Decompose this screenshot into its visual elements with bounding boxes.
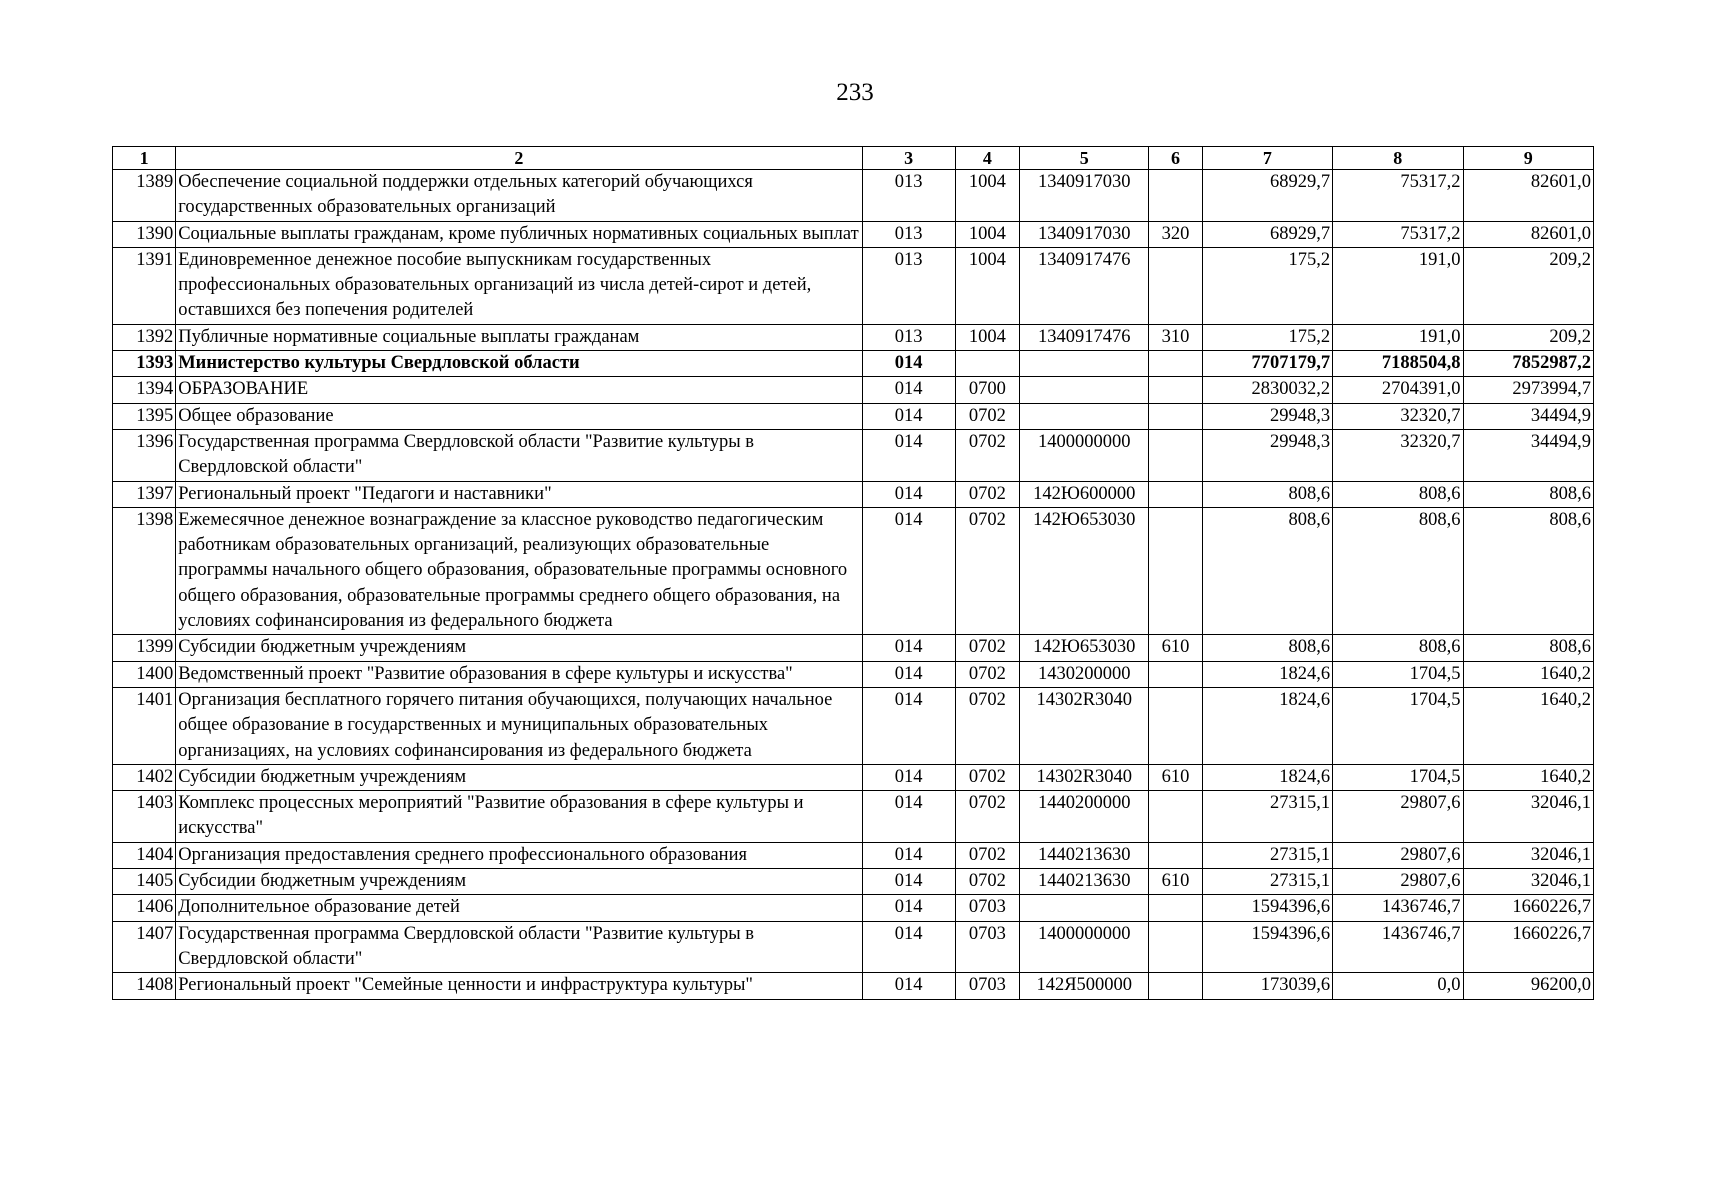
row-amount-col9: 34494,9 [1463, 429, 1594, 481]
table-row [113, 351, 1594, 377]
row-expense-type: 610 [1149, 764, 1202, 790]
row-expense-type: 320 [1149, 221, 1202, 247]
column-header: 8 [1333, 147, 1463, 170]
row-section-code: 0702 [955, 869, 1019, 895]
row-amount-col8: 32320,7 [1333, 403, 1463, 429]
row-target-code: 1400000000 [1020, 921, 1149, 973]
row-number: 1405 [113, 869, 176, 895]
row-target-code: 1340917030 [1020, 170, 1149, 222]
row-ministry-code: 013 [862, 221, 955, 247]
row-amount-col9: 32046,1 [1463, 842, 1594, 868]
row-ministry-code: 014 [862, 351, 955, 377]
row-target-code: 142Я500000 [1020, 973, 1149, 999]
column-header: 6 [1149, 147, 1202, 170]
row-ministry-code: 014 [862, 869, 955, 895]
row-amount-col9: 2973994,7 [1463, 377, 1594, 403]
row-section-code: 0702 [955, 687, 1019, 764]
row-number: 1403 [113, 791, 176, 843]
table-row [113, 221, 1594, 247]
row-section-code: 0703 [955, 895, 1019, 921]
row-amount-col9: 82601,0 [1463, 170, 1594, 222]
row-number: 1392 [113, 324, 176, 350]
row-ministry-code: 014 [862, 635, 955, 661]
row-section-code: 0702 [955, 791, 1019, 843]
row-target-code: 1440200000 [1020, 791, 1149, 843]
table-row [113, 687, 1594, 764]
row-amount-col7: 175,2 [1202, 324, 1332, 350]
table-row [113, 324, 1594, 350]
column-header: 5 [1020, 147, 1149, 170]
row-target-code: 1340917476 [1020, 324, 1149, 350]
row-amount-col9: 1660226,7 [1463, 895, 1594, 921]
table-header-row [113, 147, 1594, 170]
table-row [113, 842, 1594, 868]
row-amount-col7: 68929,7 [1202, 170, 1332, 222]
row-description: Социальные выплаты гражданам, кроме публичных нормативных социальных выплат [176, 221, 862, 247]
row-number: 1402 [113, 764, 176, 790]
row-expense-type [1149, 403, 1202, 429]
row-amount-col7: 808,6 [1202, 481, 1332, 507]
table-row [113, 403, 1594, 429]
row-amount-col7: 29948,3 [1202, 403, 1332, 429]
row-section-code: 1004 [955, 170, 1019, 222]
row-amount-col7: 27315,1 [1202, 842, 1332, 868]
row-amount-col8: 75317,2 [1333, 170, 1463, 222]
row-description: Организация бесплатного горячего питания обучающихся, получающих начальное общее образование в государственных и муниципальных образовательных организациях, на условиях софинансирования из федерального бюджета [176, 687, 862, 764]
row-target-code: 1430200000 [1020, 661, 1149, 687]
row-section-code: 0700 [955, 377, 1019, 403]
table-row [113, 481, 1594, 507]
table-row [113, 791, 1594, 843]
row-description: Государственная программа Свердловской области "Развитие культуры в Свердловской области" [176, 921, 862, 973]
row-amount-col7: 27315,1 [1202, 791, 1332, 843]
row-amount-col9: 209,2 [1463, 247, 1594, 324]
row-amount-col7: 175,2 [1202, 247, 1332, 324]
row-amount-col7: 68929,7 [1202, 221, 1332, 247]
row-description: Единовременное денежное пособие выпускникам государственных профессиональных образовательных организаций из числа детей-сирот и детей, оставшихся без попечения родителей [176, 247, 862, 324]
column-header: 3 [862, 147, 955, 170]
row-number: 1396 [113, 429, 176, 481]
row-amount-col9: 32046,1 [1463, 869, 1594, 895]
row-section-code: 1004 [955, 221, 1019, 247]
row-section-code: 1004 [955, 324, 1019, 350]
row-number: 1398 [113, 507, 176, 634]
row-amount-col7: 7707179,7 [1202, 351, 1332, 377]
row-amount-col8: 2704391,0 [1333, 377, 1463, 403]
row-amount-col8: 0,0 [1333, 973, 1463, 999]
row-description: Региональный проект "Семейные ценности и инфраструктура культуры" [176, 973, 862, 999]
row-amount-col7: 1824,6 [1202, 764, 1332, 790]
table-row [113, 869, 1594, 895]
row-expense-type [1149, 687, 1202, 764]
row-amount-col9: 808,6 [1463, 635, 1594, 661]
row-amount-col8: 1704,5 [1333, 687, 1463, 764]
row-number: 1401 [113, 687, 176, 764]
row-amount-col9: 32046,1 [1463, 791, 1594, 843]
row-section-code: 0702 [955, 842, 1019, 868]
row-ministry-code: 014 [862, 507, 955, 634]
row-target-code [1020, 403, 1149, 429]
row-number: 1400 [113, 661, 176, 687]
row-target-code [1020, 351, 1149, 377]
row-description: Дополнительное образование детей [176, 895, 862, 921]
row-number: 1399 [113, 635, 176, 661]
row-amount-col8: 29807,6 [1333, 842, 1463, 868]
row-expense-type [1149, 973, 1202, 999]
row-amount-col8: 29807,6 [1333, 869, 1463, 895]
row-ministry-code: 014 [862, 429, 955, 481]
row-amount-col8: 1436746,7 [1333, 895, 1463, 921]
row-amount-col9: 82601,0 [1463, 221, 1594, 247]
row-ministry-code: 014 [862, 764, 955, 790]
row-amount-col9: 1640,2 [1463, 661, 1594, 687]
row-amount-col7: 1824,6 [1202, 661, 1332, 687]
table-row [113, 973, 1594, 999]
row-section-code: 0702 [955, 764, 1019, 790]
row-expense-type [1149, 481, 1202, 507]
row-amount-col8: 191,0 [1333, 324, 1463, 350]
row-amount-col8: 7188504,8 [1333, 351, 1463, 377]
row-description: Региональный проект "Педагоги и наставники" [176, 481, 862, 507]
row-description: Субсидии бюджетным учреждениям [176, 635, 862, 661]
row-amount-col9: 209,2 [1463, 324, 1594, 350]
row-number: 1407 [113, 921, 176, 973]
row-expense-type [1149, 377, 1202, 403]
row-section-code: 0702 [955, 429, 1019, 481]
row-amount-col8: 191,0 [1333, 247, 1463, 324]
row-description: Ежемесячное денежное вознаграждение за классное руководство педагогическим работникам образовательных организаций, реализующих образовательные программы начального общего образования, образовательные программы основного общего образования, образовательные программы среднего общего образования, на условиях софинансирования из федерального бюджета [176, 507, 862, 634]
table-body [113, 170, 1594, 1000]
row-ministry-code: 014 [862, 377, 955, 403]
row-number: 1395 [113, 403, 176, 429]
row-description: Государственная программа Свердловской области "Развитие культуры в Свердловской области" [176, 429, 862, 481]
page-number: 233 [836, 79, 874, 106]
row-section-code: 0702 [955, 635, 1019, 661]
row-description: Министерство культуры Свердловской области [176, 351, 862, 377]
row-expense-type [1149, 429, 1202, 481]
table-row [113, 635, 1594, 661]
row-ministry-code: 013 [862, 170, 955, 222]
row-number: 1391 [113, 247, 176, 324]
row-expense-type [1149, 921, 1202, 973]
row-amount-col7: 1594396,6 [1202, 895, 1332, 921]
table-row [113, 170, 1594, 222]
row-ministry-code: 014 [862, 921, 955, 973]
row-amount-col8: 1704,5 [1333, 661, 1463, 687]
row-amount-col7: 27315,1 [1202, 869, 1332, 895]
row-amount-col8: 75317,2 [1333, 221, 1463, 247]
row-target-code: 1340917030 [1020, 221, 1149, 247]
row-ministry-code: 014 [862, 481, 955, 507]
row-description: Обеспечение социальной поддержки отдельных категорий обучающихся государственных образовательных организаций [176, 170, 862, 222]
row-target-code: 142Ю600000 [1020, 481, 1149, 507]
row-amount-col8: 32320,7 [1333, 429, 1463, 481]
table-row [113, 507, 1594, 634]
column-header: 2 [176, 147, 862, 170]
row-description: Публичные нормативные социальные выплаты гражданам [176, 324, 862, 350]
row-target-code [1020, 895, 1149, 921]
row-amount-col9: 1660226,7 [1463, 921, 1594, 973]
row-description: Ведомственный проект "Развитие образования в сфере культуры и искусства" [176, 661, 862, 687]
row-expense-type [1149, 661, 1202, 687]
row-amount-col8: 808,6 [1333, 635, 1463, 661]
row-section-code: 0703 [955, 921, 1019, 973]
row-section-code: 0702 [955, 481, 1019, 507]
row-amount-col7: 1824,6 [1202, 687, 1332, 764]
row-amount-col9: 1640,2 [1463, 764, 1594, 790]
row-number: 1394 [113, 377, 176, 403]
row-amount-col7: 173039,6 [1202, 973, 1332, 999]
row-number: 1406 [113, 895, 176, 921]
row-amount-col9: 96200,0 [1463, 973, 1594, 999]
row-section-code: 0702 [955, 507, 1019, 634]
row-amount-col8: 1436746,7 [1333, 921, 1463, 973]
row-expense-type [1149, 351, 1202, 377]
row-section-code: 1004 [955, 247, 1019, 324]
row-target-code: 1400000000 [1020, 429, 1149, 481]
row-amount-col7: 2830032,2 [1202, 377, 1332, 403]
row-target-code: 1440213630 [1020, 869, 1149, 895]
row-section-code: 0702 [955, 403, 1019, 429]
row-number: 1397 [113, 481, 176, 507]
table-row [113, 661, 1594, 687]
row-number: 1404 [113, 842, 176, 868]
row-ministry-code: 013 [862, 324, 955, 350]
row-description: ОБРАЗОВАНИЕ [176, 377, 862, 403]
row-description: Комплекс процессных мероприятий "Развитие образования в сфере культуры и искусства" [176, 791, 862, 843]
row-amount-col9: 7852987,2 [1463, 351, 1594, 377]
row-expense-type [1149, 791, 1202, 843]
row-amount-col9: 1640,2 [1463, 687, 1594, 764]
row-expense-type [1149, 895, 1202, 921]
row-target-code: 142Ю653030 [1020, 635, 1149, 661]
row-target-code: 142Ю653030 [1020, 507, 1149, 634]
row-amount-col7: 1594396,6 [1202, 921, 1332, 973]
column-header: 9 [1463, 147, 1594, 170]
row-target-code: 1340917476 [1020, 247, 1149, 324]
row-ministry-code: 014 [862, 895, 955, 921]
row-ministry-code: 014 [862, 842, 955, 868]
table-row [113, 377, 1594, 403]
row-expense-type: 610 [1149, 635, 1202, 661]
row-ministry-code: 014 [862, 687, 955, 764]
row-expense-type [1149, 247, 1202, 324]
row-expense-type [1149, 842, 1202, 868]
column-header: 7 [1202, 147, 1332, 170]
row-expense-type: 310 [1149, 324, 1202, 350]
column-header: 1 [113, 147, 176, 170]
table-row [113, 247, 1594, 324]
row-ministry-code: 014 [862, 403, 955, 429]
row-section-code [955, 351, 1019, 377]
row-section-code: 0702 [955, 661, 1019, 687]
table-row [113, 429, 1594, 481]
row-target-code: 1440213630 [1020, 842, 1149, 868]
row-amount-col9: 808,6 [1463, 507, 1594, 634]
row-number: 1390 [113, 221, 176, 247]
table-row [113, 895, 1594, 921]
row-amount-col8: 29807,6 [1333, 791, 1463, 843]
row-target-code [1020, 377, 1149, 403]
row-number: 1389 [113, 170, 176, 222]
row-ministry-code: 013 [862, 247, 955, 324]
row-ministry-code: 014 [862, 973, 955, 999]
row-description: Субсидии бюджетным учреждениям [176, 869, 862, 895]
table-row [113, 921, 1594, 973]
row-amount-col7: 808,6 [1202, 635, 1332, 661]
row-expense-type [1149, 507, 1202, 634]
row-number: 1393 [113, 351, 176, 377]
row-number: 1408 [113, 973, 176, 999]
row-description: Организация предоставления среднего профессионального образования [176, 842, 862, 868]
budget-table [112, 146, 1594, 1000]
row-amount-col7: 808,6 [1202, 507, 1332, 634]
row-description: Общее образование [176, 403, 862, 429]
row-expense-type [1149, 170, 1202, 222]
row-section-code: 0703 [955, 973, 1019, 999]
row-amount-col9: 34494,9 [1463, 403, 1594, 429]
row-expense-type: 610 [1149, 869, 1202, 895]
column-header: 4 [955, 147, 1019, 170]
row-description: Субсидии бюджетным учреждениям [176, 764, 862, 790]
row-ministry-code: 014 [862, 661, 955, 687]
row-amount-col8: 1704,5 [1333, 764, 1463, 790]
row-target-code: 14302R3040 [1020, 687, 1149, 764]
row-amount-col8: 808,6 [1333, 507, 1463, 634]
row-amount-col8: 808,6 [1333, 481, 1463, 507]
table-row [113, 764, 1594, 790]
row-ministry-code: 014 [862, 791, 955, 843]
row-amount-col7: 29948,3 [1202, 429, 1332, 481]
row-target-code: 14302R3040 [1020, 764, 1149, 790]
row-amount-col9: 808,6 [1463, 481, 1594, 507]
